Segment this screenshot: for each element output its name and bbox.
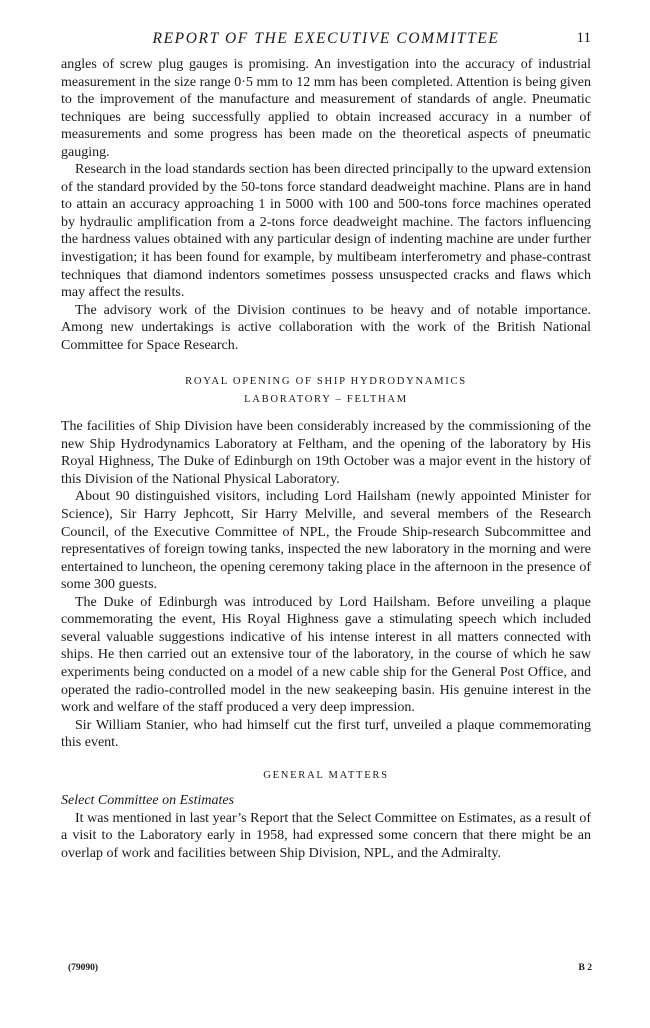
subheading-select-committee: Select Committee on Estimates bbox=[61, 792, 235, 808]
page bbox=[61, 30, 591, 862]
paragraph-royal-2: About 90 distinguished visitors, including Lord Hailsham (newly appointed Minister for Science), Sir Harry Jephcott, Sir Harry Melville, and several members of the Research Council, of the Executive Committee of NPL, the Froude Ship-research Subcommittee and representatives of foreign towing tanks, inspected the new laboratory in the morning and were entertained to luncheon, the opening ceremony taking place in the afternoon in the presence of some 300 guests. bbox=[61, 489, 591, 593]
paragraph-intro-2: Research in the load standards section has been directed principally to the upward extension of the standard provided by the 50-tons force standard deadweight machine. Plans are in hand to attain an accuracy approaching 1 in 5000 with 100 and 500-tons force machines operated by hydraulic amplification from a 2-tons force deadweight machine. The factors influencing the hardness values obtained with any particular design of indenting machine are under further investigation; it has been found for example, by multibeam interferometry and phase-contrast techniques that diamond indentors sometimes possess unsuspected cracks and flaws which may affect the results. bbox=[61, 162, 591, 301]
section-heading-line-2: LABORATORY – FELTHAM bbox=[244, 394, 408, 406]
section-heading-royal-opening bbox=[61, 373, 591, 409]
page-number: 11 bbox=[576, 30, 591, 46]
section-heading-general-matters bbox=[61, 767, 591, 785]
running-title: REPORT OF THE EXECUTIVE COMMITTEE bbox=[152, 30, 500, 47]
paragraph-intro-1: angles of screw plug gauges is promising. An investigation into the accuracy of industrial measurement in the size range 0·5 mm to 12 mm has been completed. Attention is being given to the improvement of the manufacture and measurement of standards of angle. Pneumatic techniques are being successfully applied to obtain increased accuracy in a number of measurements and some progress has been made on the theoretical aspects of pneumatic gauging. bbox=[61, 57, 591, 160]
paragraph-intro-3: The advisory work of the Division continues to be heavy and of notable importance. Among new undertakings is active collaboration with the work of the British National Committee for Space Research. bbox=[61, 302, 591, 353]
running-head bbox=[61, 30, 591, 52]
paragraph-royal-1: The facilities of Ship Division have been considerably increased by the commissioning of the new Ship Hydrodynamics Laboratory at Feltham, and the opening of the laboratory by His Royal Highness, The Duke of Edinburgh on 19th October was a major event in the history of this Division of the National Physical Laboratory. bbox=[61, 419, 591, 487]
paragraph-general-1: It was mentioned in last year’s Report that the Select Committee on Estimates, as a result of a visit to the Laboratory early in 1958, had expressed some concern that there might be an overlap of work and facilities between Ship Division, NPL, and the Admiralty. bbox=[61, 810, 591, 861]
section-heading-general: GENERAL MATTERS bbox=[263, 769, 389, 781]
page-footer bbox=[68, 963, 592, 977]
section-heading-line-1: ROYAL OPENING OF SHIP HYDRODYNAMICS bbox=[185, 376, 467, 388]
paragraph-royal-4: Sir William Stanier, who had himself cut the first turf, unveiled a plaque commemorating this event. bbox=[61, 717, 591, 751]
footer-print-code: (79090) bbox=[68, 963, 99, 973]
paragraph-royal-3: The Duke of Edinburgh was introduced by Lord Hailsham. Before unveiling a plaque commemorating the event, His Royal Highness gave a stimulating speech which included several valuable suggestions indicative of his intense interest in all matters connected with ships. He then carried out an extensive tour of the laboratory, in the course of which he saw experiments being conducted on a model of a new cable ship for the General Post Office, and operated the radio-controlled model in the new seakeeping basin. His genuine interest in the work and welfare of the staff produced a very deep impression. bbox=[61, 594, 591, 716]
footer-signature-mark: B 2 bbox=[578, 963, 592, 973]
